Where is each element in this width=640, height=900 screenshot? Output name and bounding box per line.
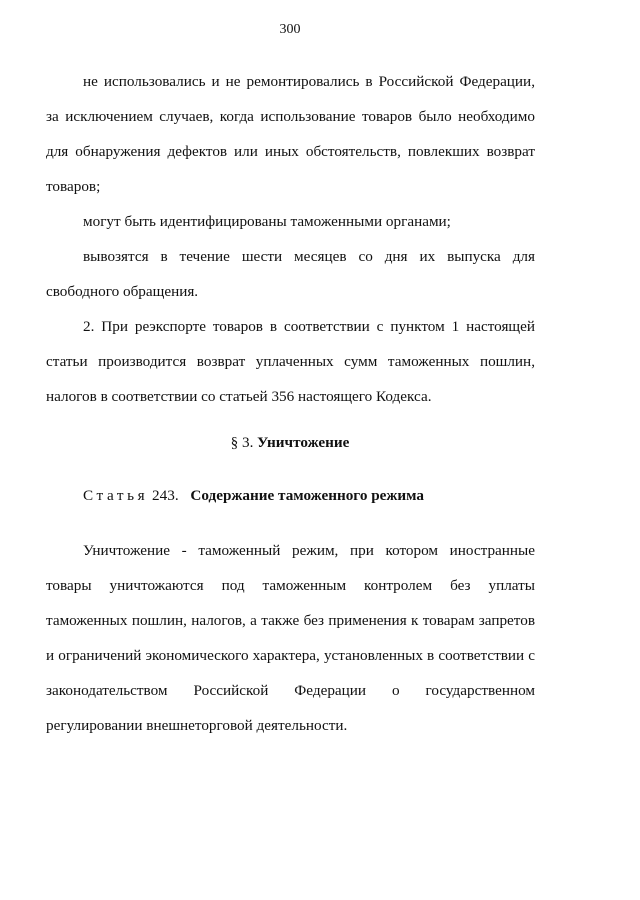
section-title: Уничтожение — [257, 434, 350, 451]
paragraph-goods-unused: не использовались и не ремонтировались в Российской Федерации, за исключением случаев, когда использование товаров было необходимо для обнаружения дефектов или иных обстоятельств, повлекших возврат товаров; — [46, 73, 535, 195]
paragraph-identified: могут быть идентифицированы таможенными органами; — [83, 213, 451, 230]
section-number: § 3. — [230, 434, 254, 451]
body-text-bottom — [46, 533, 535, 743]
section-heading — [0, 428, 580, 458]
page-number: 300 — [279, 22, 301, 37]
paragraph-destruction-definition: Уничтожение - таможенный режим, при котором иностранные товары уничтожаются под таможенным контролем без уплаты таможенных пошлин, налогов, а также без применения к товарам запретов и ограничений экономического характера, установленных в соответствии с законодательством Российской Федерации о государственном регулировании внешнеторговой деятельности. — [46, 542, 535, 734]
article-heading — [83, 481, 424, 511]
paragraph-exported: вывозятся в течение шести месяцев со дня их выпуска для свободного обращения. — [46, 248, 535, 300]
body-text-top — [46, 64, 535, 414]
article-title: Содержание таможенного режима — [190, 487, 425, 504]
article-word: Статья — [83, 487, 149, 504]
paragraph-reexport-refund: 2. При реэкспорте товаров в соответствии с пунктом 1 настоящей статьи производится возврат уплаченных сумм таможенных пошлин, налогов в соответствии со статьей 356 настоящего Кодекса. — [46, 318, 535, 405]
article-number: 243. — [152, 487, 179, 504]
